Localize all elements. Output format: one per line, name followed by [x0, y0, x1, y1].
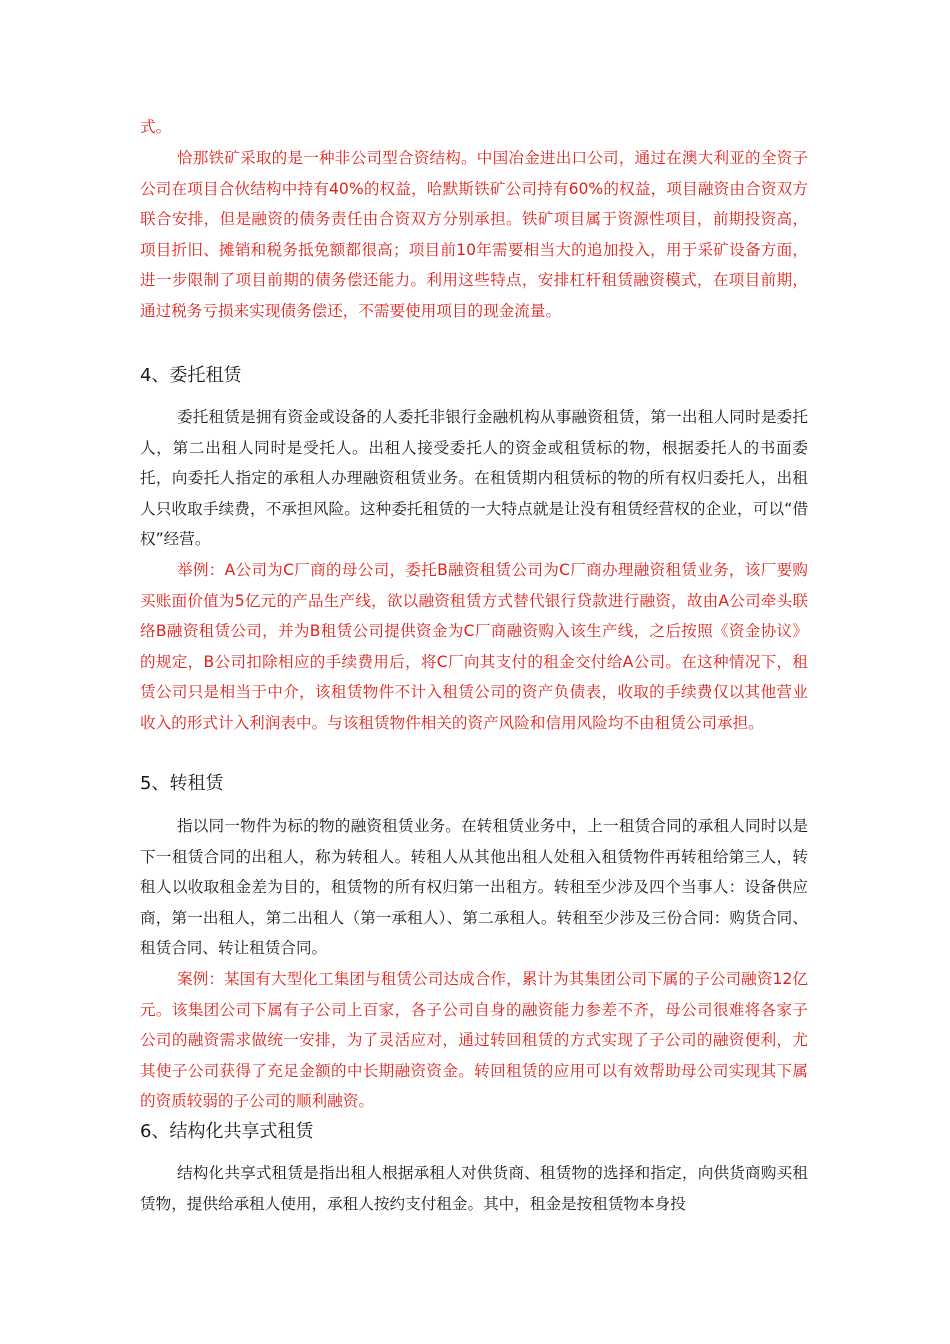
- paragraph-entrusted-leasing: 委托租赁是拥有资金或设备的人委托非银行金融机构从事融资租赁，第一出租人同时是委托人，第二出租人同时是受托人。出租人接受委托人的资金或租赁标的物，根据委托人的书面委托，向委托人指定的承租人办理融资租赁业务。在租赁期内租赁标的物的所有权归委托人，出租人只收取手续费，不承担风险。这种委托租赁的一大特点就是让没有租赁经营权的企业，可以“借权”经营。: [140, 408, 808, 549]
- paragraph-entrusted-example: 举例：A公司为C厂商的母公司，委托B融资租赁公司为C厂商办理融资租赁业务，该厂要购买账面价值为5亿元的产品生产线，欲以融资租赁方式替代银行贷款进行融资，故由A公司牵头联络B融资租赁公司，并为B租赁公司提供资金为C厂商融资购入该生产线，之后按照《资金协议》的规定，B公司扣除相应的手续费用后，将C厂向其支付的租金交付给A公司。在这种情况下，租赁公司只是相当于中介，该租赁物件不计入租赁公司的资产负债表，收取的手续费仅以其他营业收入的形式计入利润表中。与该租赁物件相关的资产风险和信用风险均不由租赁公司承担。: [140, 561, 808, 732]
- paragraph-sublease-case: 案例：某国有大型化工集团与租赁公司达成合作，累计为其集团公司下属的子公司融资12亿元。该集团公司下属有子公司上百家，各子公司自身的融资能力参差不齐，母公司很难将各家子公司的融资需求做统一安排，为了灵活应对，通过转回租赁的方式实现了子公司的融资便利，尤其使子公司获得了充足金额的中长期融资资金。转回租赁的应用可以有效帮助母公司实现其下属的资质较弱的子公司的顺利融资。: [140, 970, 808, 1111]
- paragraph-qiana-case: 恰那铁矿采取的是一种非公司型合资结构。中国冶金进出口公司，通过在澳大利亚的全资子公司在项目合伙结构中持有40%的权益，哈默斯铁矿公司持有60%的权益，项目融资由合资双方联合安排，但是融资的债务责任由合资双方分别承担。铁矿项目属于资源性项目，前期投资高，项目折旧、摊销和税务抵免额都很高；项目前10年需要相当大的追加投入，用于采矿设备方面，进一步限制了项目前期的债务偿还能力。利用这些特点，安排杠杆租赁融资模式，在项目前期，通过税务亏损来实现债务偿还，不需要使用项目的现金流量。: [140, 149, 808, 320]
- heading-structured-shared-leasing: 6、结构化共享式租赁: [140, 1121, 314, 1142]
- paragraph-sublease: 指以同一物件为标的物的融资租赁业务。在转租赁业务中，上一租赁合同的承租人同时以是下一租赁合同的出租人，称为转租人。转租人从其他出租人处租入租赁物件再转租给第三人，转租人以收取租金差为目的，租赁物的所有权归第一出租方。转租至少涉及四个当事人：设备供应商，第一出租人，第二出租人（第一承租人）、第二承租人。转租至少涉及三份合同：购货合同、租赁合同、转让租赁合同。: [140, 817, 808, 958]
- paragraph-structured-shared-leasing: 结构化共享式租赁是指出租人根据承租人对供货商、租赁物的选择和指定，向供货商购买租赁物，提供给承租人使用，承租人按约支付租金。其中，租金是按租赁物本身投: [140, 1164, 808, 1213]
- heading-entrusted-leasing: 4、委托租赁: [140, 365, 242, 386]
- paragraph-continuation: 式。: [140, 118, 172, 136]
- heading-sublease: 5、转租赁: [140, 773, 224, 794]
